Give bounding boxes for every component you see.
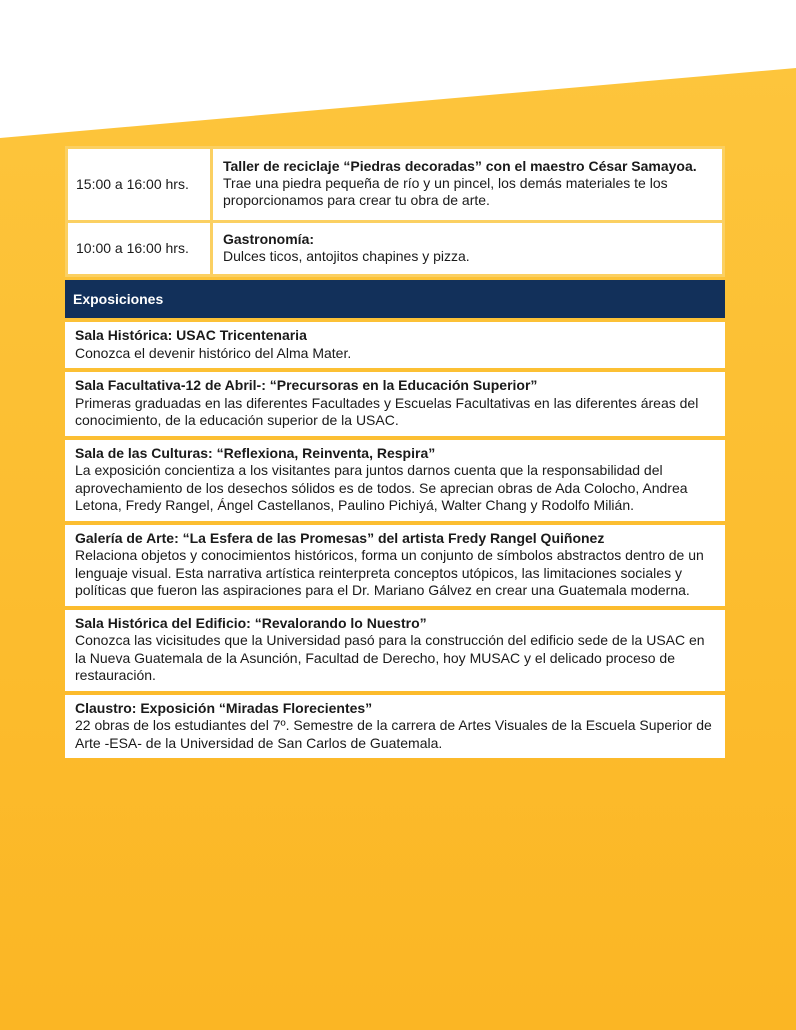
schedule-row: [67, 222, 724, 276]
exhibition-description: Conozca el devenir histórico del Alma Mater.: [75, 344, 352, 361]
exhibition-item: [65, 610, 725, 691]
schedule-table: [65, 146, 725, 277]
section-header-exposiciones: Exposiciones: [65, 280, 725, 318]
exhibition-description: Conozca las vicisitudes que la Universidad pasó para la construcción del edificio sede de la USAC en la Nueva Guatemala de la Asunción, Facultad de Derecho, hoy MUSAC y el delicado proceso de restauración.: [75, 632, 705, 683]
exhibition-description: Primeras graduadas en las diferentes Facultades y Escuelas Facultativas en las diferentes áreas del conocimiento, de la educación superior de la USAC.: [75, 394, 699, 428]
schedule-time: 15:00 a 16:00 hrs.: [67, 148, 212, 222]
exhibition-description: La exposición concientiza a los visitantes para juntos darnos cuenta que la responsabilidad del aprovechamiento de los desechos sólidos es de todos. Se aprecian obras de Ada Colocho, Andrea Letona, Fredy Rangel, Ángel Castellanos, Paulino Pichiyá, Walter Chang y Rodolfo Milián.: [75, 462, 688, 513]
exhibition-title: Sala Facultativa-12 de Abril-: “Precursoras en la Educación Superior”: [75, 377, 538, 393]
exhibition-item: [65, 440, 725, 521]
schedule-body: Dulces ticos, antojitos chapines y pizza.: [223, 247, 470, 264]
schedule-description: [212, 148, 724, 222]
schedule-title: Taller de reciclaje “Piedras decoradas” con el maestro César Samayoa.: [223, 158, 697, 174]
schedule-body: Trae una piedra pequeña de río y un pincel, los demás materiales te los proporcionamos para crear tu obra de arte.: [223, 175, 668, 208]
exhibition-title: Sala de las Culturas: “Reflexiona, Reinventa, Respira”: [75, 444, 436, 461]
schedule-title: Gastronomía:: [223, 230, 315, 247]
exhibition-item: [65, 322, 725, 368]
exhibition-item: [65, 372, 725, 436]
exhibition-title: Claustro: Exposición “Miradas Florecientes”: [75, 699, 373, 716]
schedule-description: [212, 222, 724, 276]
exhibition-title: Sala Histórica del Edificio: “Revalorando lo Nuestro”: [75, 614, 427, 631]
exhibition-title: Sala Histórica: USAC Tricentenaria: [75, 327, 307, 343]
exhibition-item: [65, 695, 725, 759]
program-content: [65, 146, 725, 758]
exhibition-title: Galería de Arte: “La Esfera de las Promesas” del artista Fredy Rangel Quiñonez: [75, 529, 605, 546]
schedule-time: 10:00 a 16:00 hrs.: [67, 222, 212, 276]
schedule-row: [67, 148, 724, 222]
exhibition-item: [65, 525, 725, 606]
exhibition-description: Relaciona objetos y conocimientos históricos, forma un conjunto de símbolos abstractos dentro de un lenguaje visual. Esta narrativa artística reinterpreta conceptos utópicos, las limitaciones sociales y políticas que fueron las aspiraciones para el Dr. Mariano Gálvez en crear una Guatemala moderna.: [75, 547, 704, 598]
exhibition-description: 22 obras de los estudiantes del 7º. Semestre de la carrera de Artes Visuales de la Escuela Superior de Arte -ESA- de la Universidad de San Carlos de Guatemala.: [75, 717, 712, 751]
